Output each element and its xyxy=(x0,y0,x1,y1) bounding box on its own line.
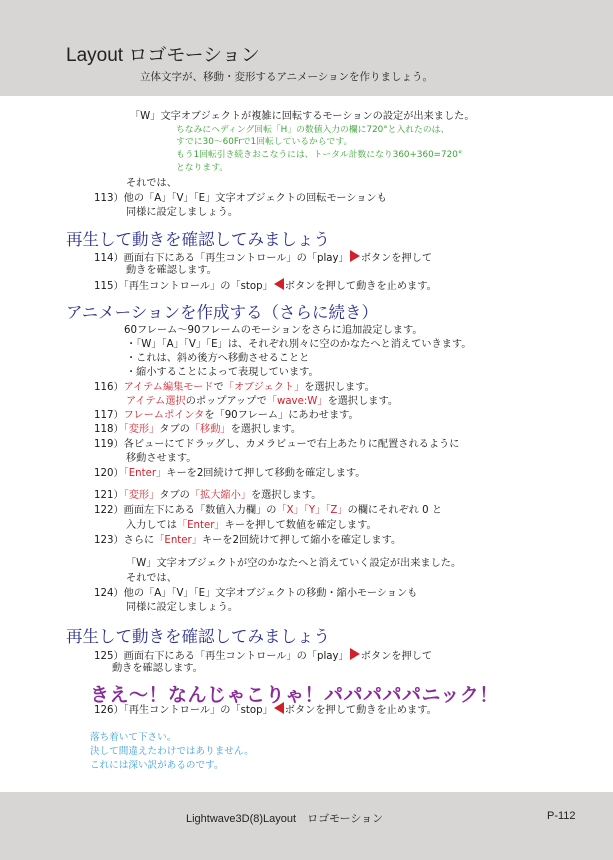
move-label: 「移動」 xyxy=(189,424,231,435)
section-heading: 再生して動きを確認してみましょう xyxy=(66,627,330,646)
step-122 xyxy=(94,504,442,518)
play-icon xyxy=(350,250,360,262)
step-121 xyxy=(94,489,321,503)
calm-text: 落ち着いて下さい。 xyxy=(90,732,177,743)
page-subtitle: 立体文字が、移動・変形するアニメーションを作りましょう。 xyxy=(140,71,434,83)
footer-title: Lightwave3D(8)Layout ロゴモーション xyxy=(186,813,384,825)
step-text: キーを2回続けて押して移動を確定します。 xyxy=(166,468,366,479)
page-title: Layout ロゴモーション xyxy=(66,45,260,66)
step-number: 117） xyxy=(94,410,124,421)
step-125-text-end: ボタンを押して xyxy=(360,651,433,662)
section-intro: 60フレーム～90フレームのモーションをさらに追加設定します。 xyxy=(124,325,423,336)
intro-note: もう1回転引き続きおこなうには、トータル計数になり360+360=720° xyxy=(176,150,463,160)
step-text: 123）さらに xyxy=(94,535,155,546)
intro-note: すでに30～60Frで1回転しているからです。 xyxy=(176,137,353,147)
step-text: の欄にそれぞれ 0 と xyxy=(347,505,443,516)
step-text: キーを2回続けて押して縮小を確定します。 xyxy=(201,535,402,546)
step-number: 118） xyxy=(94,424,124,435)
step-text: で xyxy=(213,382,224,393)
item-edit-mode-label: アイテム編集モード xyxy=(123,382,214,393)
done-text: 「W」文字オブジェクトが空のかなたへと消えていく設定が出来ました。 xyxy=(126,558,462,569)
page-footer xyxy=(0,792,613,860)
step-text: 入力しては xyxy=(126,520,177,531)
wave-w-label: 「wave:W」 xyxy=(266,396,328,407)
play-icon xyxy=(350,648,360,660)
bullet-item: ・これは、斜め後方へ移動させることと xyxy=(126,353,310,364)
step-text: キーを押して数値を確定します。 xyxy=(224,520,377,531)
step-number: 121） xyxy=(94,490,124,501)
modify-tab-label: 「変形」 xyxy=(123,424,160,435)
page-number: P-112 xyxy=(547,810,576,822)
step-text: タブの xyxy=(159,490,190,501)
step-114-text: 114）画面右下にある「再生コントロール」の「play」 xyxy=(94,253,349,264)
step-text: のポップアップで xyxy=(185,396,267,407)
step-124-cont: 同様に設定しましょう。 xyxy=(126,602,239,613)
frame-pointer-label: フレームポインタ xyxy=(123,410,205,421)
step-113-cont: 同様に設定しましょう。 xyxy=(126,207,239,218)
step-123 xyxy=(94,534,401,548)
enter-key-label: 「Enter」 xyxy=(123,468,167,479)
step-text: 122）画面左下にある「数値入力欄」の xyxy=(94,505,277,516)
item-select-label: アイテム選択 xyxy=(126,396,186,407)
step-115-text-end: ボタンを押して動きを止めます。 xyxy=(284,281,437,292)
step-text: を「90フレーム」にあわせます。 xyxy=(204,410,359,421)
stop-icon xyxy=(274,278,284,290)
step-122-cont xyxy=(126,519,377,533)
enter-key-label: 「Enter」 xyxy=(154,535,202,546)
bullet-item: ・「W」「A」「V」「E」は、それぞれ別々に空のかなたへと消えていきます。 xyxy=(126,339,472,350)
xyz-label: 「X」「Y」「Z」 xyxy=(276,505,348,516)
step-114-cont: 動きを確認します。 xyxy=(126,265,217,276)
step-115-text: 115）「再生コントロール」の「stop」 xyxy=(94,281,273,292)
step-number: 116） xyxy=(94,382,124,393)
step-116-cont xyxy=(126,395,398,409)
step-120 xyxy=(94,467,366,481)
step-114-text-end: ボタンを押して xyxy=(360,253,433,264)
step-126 xyxy=(94,702,437,718)
step-115 xyxy=(94,278,437,294)
step-126-text: 126）「再生コントロール」の「stop」 xyxy=(94,705,273,716)
page-header xyxy=(0,0,613,96)
step-117 xyxy=(94,409,359,423)
step-text: を選択します。 xyxy=(250,490,322,501)
step-text: タブの xyxy=(159,424,190,435)
calm-text: 決して間違えたわけではありません。 xyxy=(90,746,254,757)
step-124: 124）他の「A」「V」「E」文字オブジェクトの移動・縮小モーションも xyxy=(94,588,418,599)
section-heading: 再生して動きを確認してみましょう xyxy=(66,230,330,249)
page-content xyxy=(0,96,613,792)
step-116 xyxy=(94,381,375,395)
step-text: を選択します。 xyxy=(230,424,302,435)
enter-key-label: 「Enter」 xyxy=(176,520,225,531)
step-number: 120） xyxy=(94,468,124,479)
step-126-text-end: ボタンを押して動きを止めます。 xyxy=(284,705,437,716)
size-label: 「拡大縮小」 xyxy=(189,490,251,501)
intro-line: 「W」文字オブジェクトが複雑に回転するモーションの設定が出来ました。 xyxy=(130,111,475,122)
step-119-cont: 移動させます。 xyxy=(126,453,197,464)
exclaim-text: きえ～！なんじゃこりゃ！パパパパパニック！ xyxy=(90,684,499,706)
step-113: 113）他の「A」「V」「E」文字オブジェクトの回転モーションも xyxy=(94,193,387,204)
modify-tab-label: 「変形」 xyxy=(123,490,160,501)
step-125-text: 125）画面右下にある「再生コントロール」の「play」 xyxy=(94,651,349,662)
stop-icon xyxy=(274,702,284,714)
intro-note: ちなみにヘディング回転「H」の数値入力の欄に720°と入れたのは、 xyxy=(176,125,450,135)
calm-text: これには深い訳があるのです。 xyxy=(90,760,224,771)
step-text: を選択します。 xyxy=(327,396,399,407)
object-label: 「オブジェクト」 xyxy=(223,382,305,393)
intro-note: となります。 xyxy=(176,163,229,173)
step-119: 119）各ビューにてドラッグし、カメラビューで右上あたりに配置されるように xyxy=(94,439,460,450)
section-heading: アニメーションを作成する（さらに続き） xyxy=(66,303,379,322)
bullet-item: ・縮小することによって表現しています。 xyxy=(126,367,319,378)
then-text: それでは、 xyxy=(126,178,177,189)
step-125-cont: 動きを確認します。 xyxy=(112,663,203,674)
step-118 xyxy=(94,423,301,437)
step-text: を選択します。 xyxy=(304,382,375,393)
then-text: それでは、 xyxy=(126,573,177,584)
